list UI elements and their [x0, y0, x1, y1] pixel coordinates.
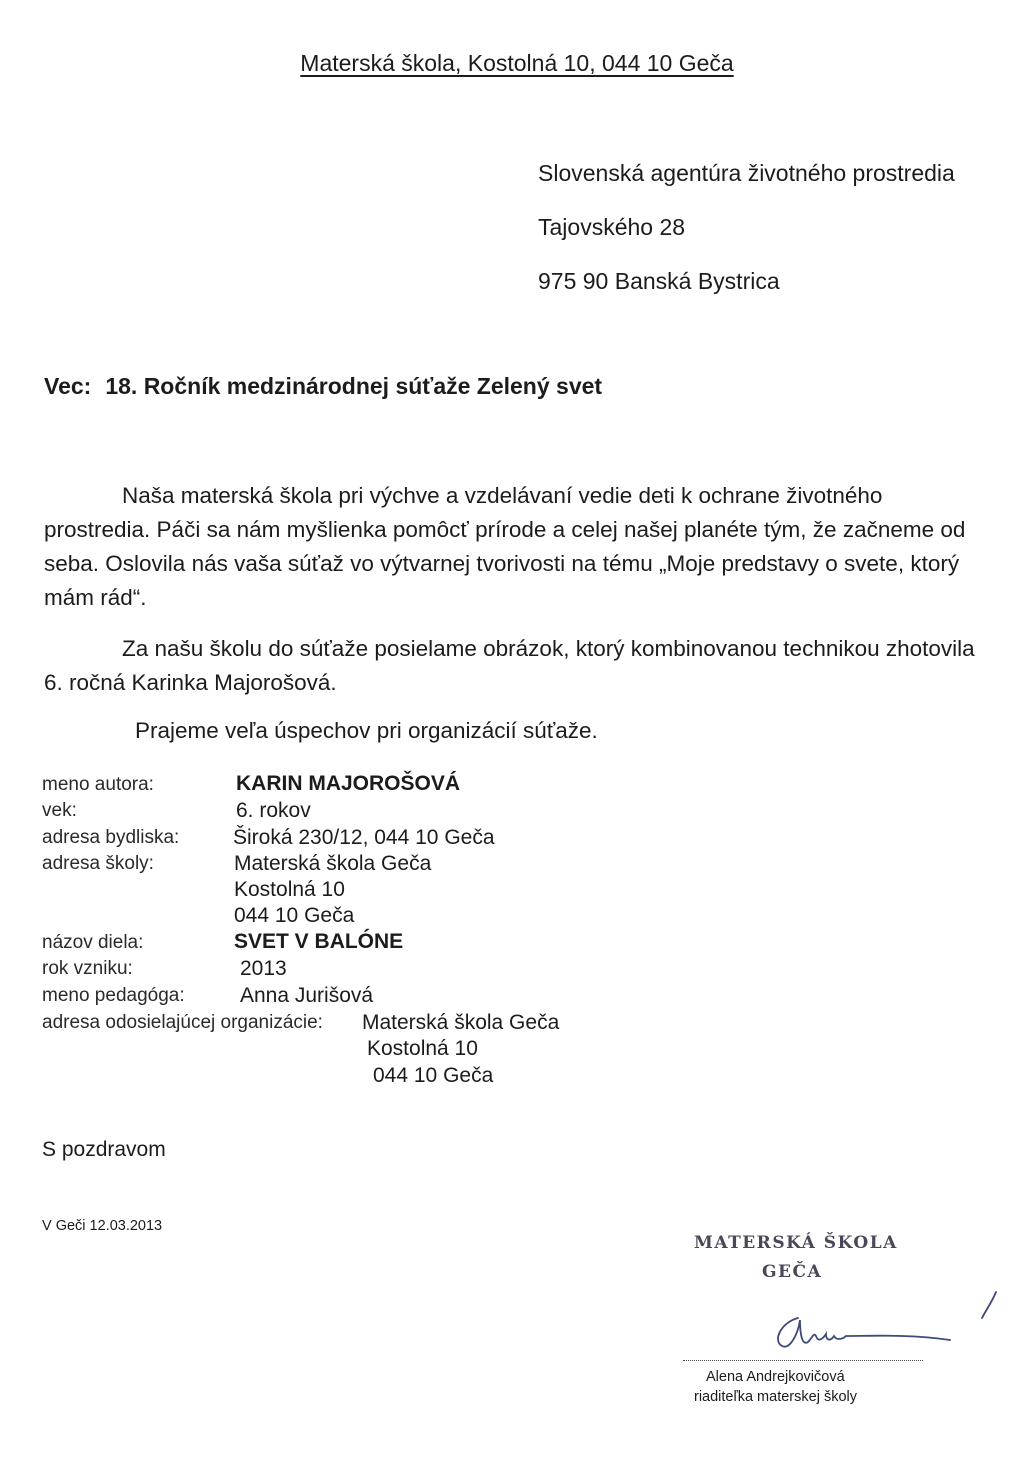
body-paragraph-2: Za našu školu do súťaže posielame obrázok, ktorý kombinovanou technikou zhotovila 6. ročná Karinka Majorošová. — [44, 636, 975, 695]
greeting: S pozdravom — [42, 1138, 166, 1161]
home-address-value: Široká 230/12, 044 10 Geča — [233, 826, 495, 849]
recipient-city: 975 90 Banská Bystrica — [538, 268, 780, 294]
stamp-line1: MATERSKÁ ŠKOLA — [694, 1233, 898, 1253]
signature-dotted-line — [683, 1360, 923, 1361]
home-address-label: adresa bydliska: — [42, 827, 180, 848]
signatory-name: Alena Andrejkovičová — [706, 1369, 845, 1385]
recipient-name: Slovenská agentúra životného prostredia — [538, 160, 955, 186]
work-title-value: SVET V BALÓNE — [234, 930, 404, 953]
handwritten-signature — [760, 1290, 1000, 1360]
age-value: 6. rokov — [236, 799, 311, 822]
sender-address-line2: Kostolná 10 — [367, 1037, 478, 1060]
school-address-line2: Kostolná 10 — [234, 878, 345, 901]
stamp-line2: GEČA — [762, 1262, 823, 1282]
age-label: vek: — [42, 800, 77, 821]
sender-address-line1: Materská škola Geča — [362, 1011, 560, 1034]
author-value: KARIN MAJOROŠOVÁ — [236, 772, 461, 795]
school-address-label: adresa školy: — [42, 853, 154, 874]
signatory-role: riaditeľka materskej školy — [694, 1389, 857, 1405]
school-address-line3: 044 10 Geča — [234, 904, 355, 927]
letterhead — [0, 50, 1034, 77]
body-paragraph-1: Naša materská škola pri výchve a vzdelávaní vedie deti k ochrane životného prostredia. Páči sa nám myšlienka pomôcť prírode a celej našej planéte tým, že začneme od seba. Oslovila nás vaša súťaž vo výtvarnej tvorivosti na tému „Moje predstavy o svete, ktorý mám rád“. — [44, 483, 966, 610]
subject-text: 18. Ročník medzinárodnej súťaže Zelený svet — [105, 373, 603, 399]
subject-line — [44, 373, 602, 400]
teacher-label: meno pedagóga: — [42, 985, 185, 1006]
letterhead-text: Materská škola, Kostolná 10, 044 10 Geča — [300, 50, 734, 76]
author-label: meno autora: — [42, 774, 154, 795]
body-closing: Prajeme veľa úspechov pri organizácií súťaže. — [135, 718, 598, 743]
subject-label: Vec: — [44, 373, 92, 399]
work-title-label: názov diela: — [42, 932, 144, 953]
school-address-line1: Materská škola Geča — [234, 852, 432, 875]
sender-address-label: adresa odosielajúcej organizácie: — [42, 1012, 323, 1033]
place-date: V Geči 12.03.2013 — [42, 1218, 163, 1234]
teacher-value: Anna Jurišová — [240, 984, 374, 1007]
sender-address-line3: 044 10 Geča — [373, 1064, 494, 1087]
recipient-street: Tajovského 28 — [538, 214, 686, 240]
year-label: rok vzniku: — [42, 958, 133, 979]
year-value: 2013 — [240, 957, 287, 980]
